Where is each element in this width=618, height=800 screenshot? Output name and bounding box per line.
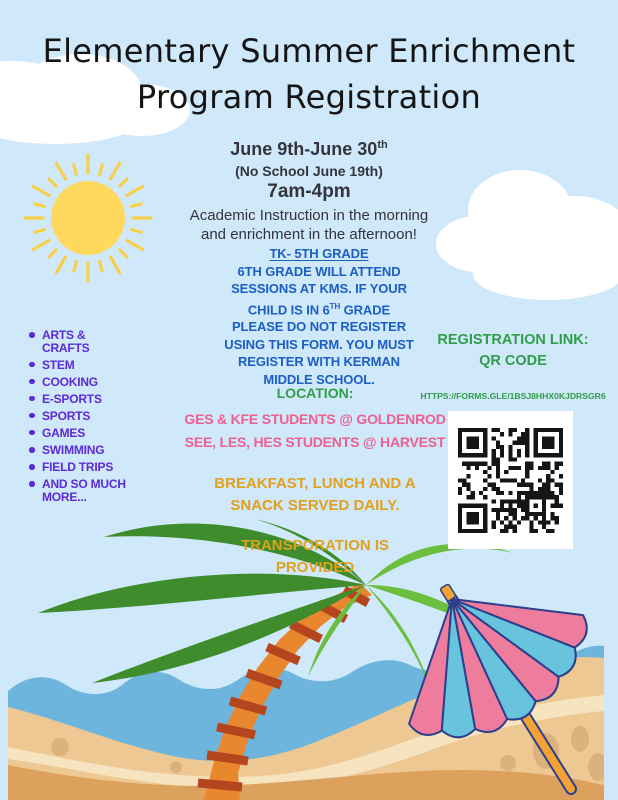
registration-heading: REGISTRATION LINK: QR CODE [437, 332, 589, 369]
no-school-note: (No School June 19th) [235, 163, 383, 179]
list-item: SWIMMING [29, 444, 129, 457]
location-heading: LOCATION: [276, 385, 354, 401]
sun-icon [25, 155, 151, 281]
registration-url: HTTPS://FORMS.GLE/1BSJ8HHX0KJDRSGR6 [420, 391, 606, 401]
list-item: GAMES [29, 427, 129, 440]
list-item: COOKING [29, 376, 129, 389]
meals-note: BREAKFAST, LUNCH AND A SNACK SERVED DAILY. [214, 475, 416, 514]
list-item: SPORTS [29, 410, 129, 423]
activities-list [29, 329, 129, 508]
title-line1: Elementary Summer Enrichment [42, 32, 576, 70]
program-description: Academic Instruction in the morning and enrichment in the afternoon! [189, 207, 429, 243]
list-item: STEM [29, 359, 129, 372]
page-title [0, 28, 618, 120]
list-item: AND SO MUCH MORE... [29, 478, 129, 503]
location-lines: GES & KFE STUDENTS @ GOLDENROD SEE, LES, HES STUDENTS @ HARVEST [184, 411, 446, 450]
list-item: E-SPORTS [29, 393, 129, 406]
list-item: ARTS & CRAFTS [29, 329, 129, 354]
title-line2: Program Registration [136, 78, 482, 116]
dates-block [149, 139, 469, 244]
transportation-note: TRANSPORATION IS PROVIDED [240, 537, 390, 576]
grade-notice: TK- 5TH GRADE 6TH GRADE WILL ATTEND SESSIONS AT KMS. IF YOUR CHILD IS IN 6TH GRADE PLEASE DO NOT REGISTER USING THIS FORM. YOU MUST REGISTER WITH KERMAN MIDDLE SCHOOL. [194, 245, 444, 388]
date-range: June 9th-June 30th [230, 139, 388, 159]
list-item: FIELD TRIPS [29, 461, 129, 474]
qr-code [448, 411, 573, 549]
qr-code-pattern [458, 428, 563, 533]
daily-hours: 7am-4pm [267, 181, 351, 202]
grade-notice-heading: TK- 5TH GRADE [269, 246, 369, 261]
